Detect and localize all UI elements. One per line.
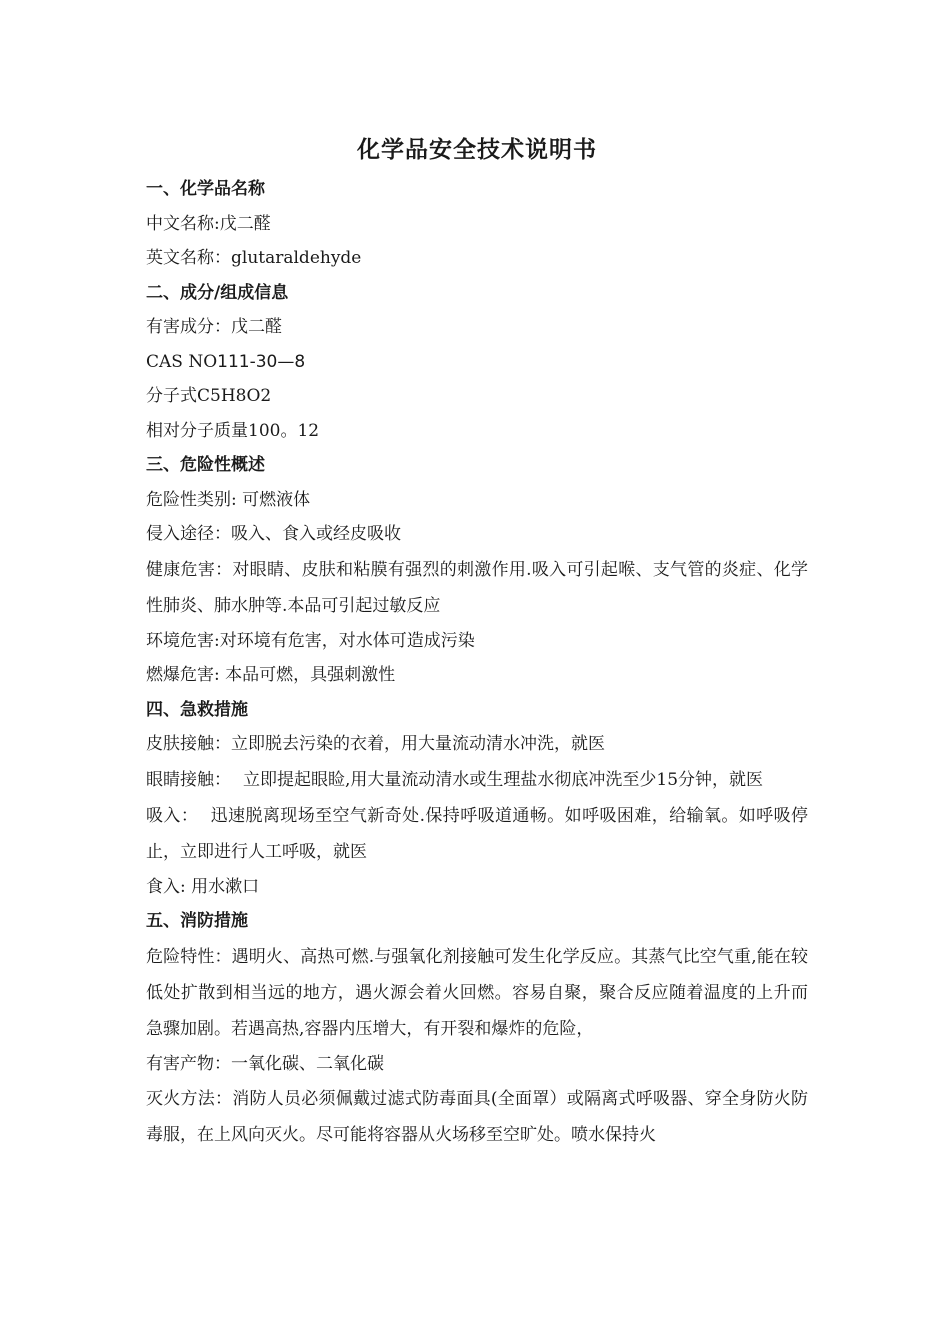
inhalation (146, 798, 808, 870)
inhalation-label: 吸入： (146, 805, 199, 826)
skin-contact: 皮肤接触：立即脱去污染的衣着，用大量流动清水冲洗，就医 (146, 734, 605, 754)
fire-explosion-hazard: 燃爆危害: 本品可燃，具强刺激性 (146, 665, 396, 685)
cas-label: CAS NO (146, 351, 218, 372)
eye-contact (146, 762, 808, 798)
section-heading-hazard-overview: 三、危险性概述 (146, 455, 265, 475)
health-hazard: 健康危害：对眼睛、皮肤和粘膜有强烈的刺激作用.吸入可引起喉、支气管的炎症、化学性肺炎、肺水肿等.本品可引起过敏反应 (146, 559, 808, 616)
section-heading-fire-fighting: 五、消防措施 (146, 911, 248, 931)
english-name: 英文名称：glutaraldehyde (146, 248, 362, 268)
chinese-name: 中文名称:戊二醛 (146, 213, 271, 234)
extinguishing-method: 灭火方法：消防人员必须佩戴过滤式防毒面具(全面罩）或隔离式呼吸器、穿全身防火防毒服，在上风向灭火。尽可能将容器从火场移至空旷处。喷水保持火 (146, 1089, 808, 1145)
exposure-route: 侵入途径：吸入、食入或经皮吸收 (146, 524, 401, 544)
hazardous-products: 有害产物：一氧化碳、二氧化碳 (146, 1053, 384, 1074)
document-page (146, 130, 808, 1153)
section-heading-composition: 二、成分/组成信息 (146, 282, 289, 303)
hazard-category: 危险性类别: 可燃液体 (146, 489, 311, 510)
environmental-hazard: 环境危害:对环境有危害，对水体可造成污染 (146, 630, 475, 651)
eye-contact-text: 立即提起眼睑,用大量流动清水或生理盐水彻底冲洗至少15分钟，就医 (243, 769, 764, 790)
molecular-mass: 相对分子质量100。12 (146, 420, 320, 441)
ingestion: 食入: 用水漱口 (146, 876, 260, 897)
molecular-formula: 分子式C5H8O2 (146, 386, 272, 406)
section-heading-first-aid: 四、急救措施 (146, 699, 248, 720)
cas-number (146, 345, 808, 380)
harmful-component: 有害成分：戊二醛 (146, 317, 282, 337)
hazard-characteristics: 危险特性：遇明火、高热可燃.与强氧化剂接触可发生化学反应。其蒸气比空气重,能在较低处扩散到相当远的地方，遇火源会着火回燃。容易自聚，聚合反应随着温度的上升而急骤加剧。若遇高热,容器内压增大，有开裂和爆炸的危险， (146, 946, 808, 1039)
document-title: 化学品安全技术说明书 (357, 137, 597, 163)
eye-contact-label: 眼睛接触： (146, 769, 231, 790)
cas-value: 111-30—8 (217, 351, 306, 372)
section-heading-chemical-name: 一、化学品名称 (146, 179, 265, 199)
inhalation-text: 迅速脱离现场至空气新奇处.保持呼吸道通畅。如呼吸困难，给输氧。如呼吸停止，立即进行人工呼吸，就医 (146, 805, 808, 862)
